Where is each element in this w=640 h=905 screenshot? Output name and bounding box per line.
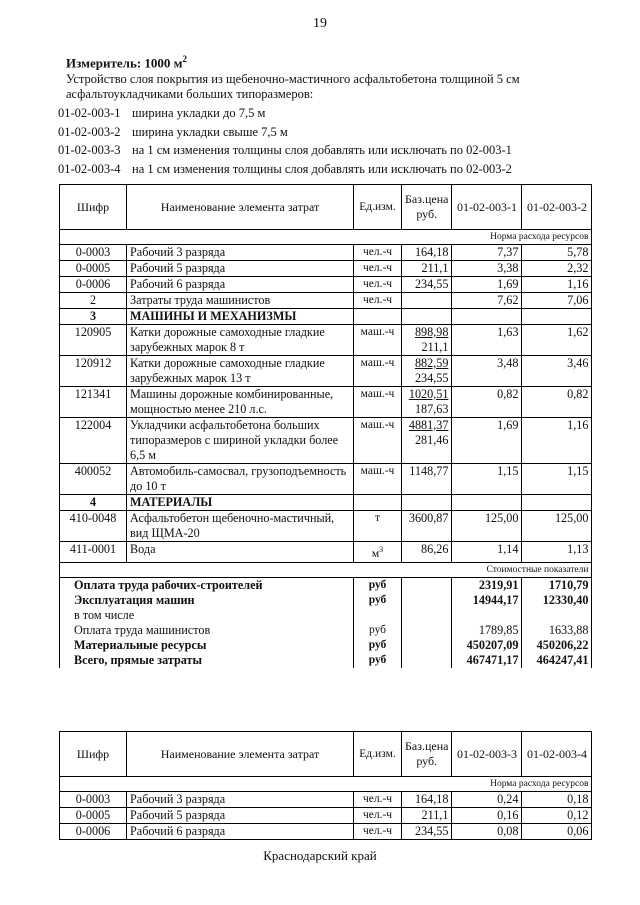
summary-value-2 xyxy=(522,608,592,623)
norm-label: Норма расхода ресурсов xyxy=(60,777,592,792)
cost-label-row xyxy=(60,562,592,577)
cell-name: МАШИНЫ И МЕХАНИЗМЫ xyxy=(127,309,354,325)
cell-value-1: 1,15 xyxy=(452,464,522,495)
region-footer: Краснодарский край xyxy=(263,848,377,863)
cell-shifr: 0-0003 xyxy=(60,245,127,261)
summary-unit xyxy=(354,608,402,623)
summary-price xyxy=(402,608,452,623)
meter-heading: Измеритель: 1000 $м^2$ xyxy=(66,54,188,71)
cell-shifr: 4 xyxy=(60,495,127,511)
header-price: Баз.цена руб. xyxy=(402,732,452,777)
header-price: Баз.цена руб. xyxy=(402,185,452,230)
table-row xyxy=(60,245,592,261)
cell-name: Укладчики асфальтобетона больших типоразмеров с шириной укладки более 6,5 м xyxy=(127,418,354,464)
cell-value-1 xyxy=(452,495,522,511)
summary-unit: руб xyxy=(354,577,402,593)
cell-shifr: 410-0048 xyxy=(60,511,127,542)
header-name: Наименование элемента затрат xyxy=(127,732,354,777)
cell-unit: чел.-ч xyxy=(354,808,402,824)
code-item: 01-02-003-4 на 1 см изменения толщины слоя добавлять или исключать по 02-003-2 xyxy=(58,161,512,176)
table-row xyxy=(60,418,592,464)
summary-value-1 xyxy=(452,608,522,623)
summary-value-2: 1710,79 xyxy=(522,577,592,593)
summary-value-2: 12330,40 xyxy=(522,593,592,608)
resource-table-1 xyxy=(59,184,592,668)
summary-unit: руб xyxy=(354,638,402,653)
cell-name: Машины дорожные комбинированные, мощностью менее 210 л.с. xyxy=(127,387,354,418)
cell-price: 1148,77 xyxy=(402,464,452,495)
table-row xyxy=(60,495,592,511)
cell-value-1: 3,38 xyxy=(452,261,522,277)
cell-shifr: 0-0005 xyxy=(60,808,127,824)
cell-price: 234,55 xyxy=(402,277,452,293)
cell-shifr: 411-0001 xyxy=(60,542,127,563)
cell-name: Асфальтобетон щебеночно-мастичный, вид ЩМА-20 xyxy=(127,511,354,542)
cell-name: Затраты труда машинистов xyxy=(127,293,354,309)
table-row xyxy=(60,808,592,824)
cell-price: 211,1 xyxy=(402,261,452,277)
norm-label-row xyxy=(60,230,592,245)
cell-value-1: 1,14 xyxy=(452,542,522,563)
cell-price: 3600,87 xyxy=(402,511,452,542)
cell-price: 86,26 xyxy=(402,542,452,563)
cell-price: 234,55 xyxy=(402,824,452,840)
cell-value-2: 1,16 xyxy=(522,277,592,293)
code-item: 01-02-003-1 ширина укладки до 7,5 м xyxy=(58,106,266,120)
cell-price: 898,98 211,1 xyxy=(402,325,452,356)
table-row xyxy=(60,356,592,387)
work-description: Устройство слоя покрытия из щебеночно-мастичного асфальтобетона толщиной 5 см асфальтоукладчиками больших типоразмеров: xyxy=(66,72,520,101)
cell-shifr: 0-0003 xyxy=(60,792,127,808)
code-item: 01-02-003-2 ширина укладки свыше 7,5 м xyxy=(58,124,288,139)
cell-value-1: 0,82 xyxy=(452,387,522,418)
page-number: 19 xyxy=(313,16,327,31)
norm-label: Норма расхода ресурсов xyxy=(60,230,592,245)
cell-unit: чел.-ч xyxy=(354,293,402,309)
summary-name: в том числе xyxy=(60,608,354,623)
summary-value-1: 467471,17 xyxy=(452,653,522,668)
cell-price xyxy=(402,495,452,511)
cell-unit xyxy=(354,495,402,511)
cell-value-2: 0,06 xyxy=(522,824,592,840)
cell-name: Автомобиль-самосвал, грузоподъемность до 10 т xyxy=(127,464,354,495)
cell-price: 211,1 xyxy=(402,808,452,824)
cell-shifr: 0-0006 xyxy=(60,824,127,840)
cell-value-1: 0,16 xyxy=(452,808,522,824)
cell-price xyxy=(402,293,452,309)
cell-price: 4881,37 281,46 xyxy=(402,418,452,464)
summary-price xyxy=(402,638,452,653)
header-col1: 01-02-003-1 xyxy=(452,185,522,230)
table-row xyxy=(60,293,592,309)
header-name: Наименование элемента затрат xyxy=(127,185,354,230)
cell-value-1: 7,62 xyxy=(452,293,522,309)
summary-row xyxy=(60,638,592,653)
table-header xyxy=(60,185,592,230)
cell-value-2: 0,18 xyxy=(522,792,592,808)
cell-value-1: 1,69 xyxy=(452,418,522,464)
summary-value-2: 1633,88 xyxy=(522,623,592,638)
cell-value-1: 0,08 xyxy=(452,824,522,840)
cell-value-1: 0,24 xyxy=(452,792,522,808)
header-col2: 01-02-003-4 xyxy=(522,732,592,777)
summary-row xyxy=(60,623,592,638)
table-row xyxy=(60,261,592,277)
header-unit: Ед.изм. xyxy=(354,185,402,230)
cell-shifr: 122004 xyxy=(60,418,127,464)
cell-name: Рабочий 3 разряда xyxy=(127,245,354,261)
cell-shifr: 120905 xyxy=(60,325,127,356)
cell-shifr: 120912 xyxy=(60,356,127,387)
cell-name: Рабочий 6 разряда xyxy=(127,277,354,293)
cell-unit: т xyxy=(354,511,402,542)
table-row xyxy=(60,309,592,325)
cell-price: 164,18 xyxy=(402,245,452,261)
table-header xyxy=(60,732,592,777)
cell-name: Рабочий 5 разряда xyxy=(127,808,354,824)
header-col2: 01-02-003-2 xyxy=(522,185,592,230)
table-row xyxy=(60,792,592,808)
summary-row xyxy=(60,608,592,623)
cost-label: Стоимостные показатели xyxy=(60,562,592,577)
cell-unit: чел.-ч xyxy=(354,824,402,840)
cell-unit: чел.-ч xyxy=(354,277,402,293)
cell-value-2: 0,82 xyxy=(522,387,592,418)
norm-label-row xyxy=(60,777,592,792)
table-row xyxy=(60,277,592,293)
cell-shifr: 400052 xyxy=(60,464,127,495)
cell-value-1: 3,48 xyxy=(452,356,522,387)
cell-unit: маш.-ч xyxy=(354,325,402,356)
cell-value-1 xyxy=(452,309,522,325)
summary-value-1: 14944,17 xyxy=(452,593,522,608)
cell-unit: маш.-ч xyxy=(354,464,402,495)
table-row xyxy=(60,464,592,495)
cell-unit: чел.-ч xyxy=(354,245,402,261)
cell-value-2: 5,78 xyxy=(522,245,592,261)
cell-value-2: 3,46 xyxy=(522,356,592,387)
cell-value-2: 1,16 xyxy=(522,418,592,464)
cell-unit: маш.-ч xyxy=(354,418,402,464)
summary-unit: руб xyxy=(354,623,402,638)
cell-unit: маш.-ч xyxy=(354,387,402,418)
summary-unit: руб xyxy=(354,593,402,608)
table-row xyxy=(60,511,592,542)
summary-name: Всего, прямые затраты xyxy=(60,653,354,668)
summary-value-1: 450207,09 xyxy=(452,638,522,653)
cell-name: МАТЕРИАЛЫ xyxy=(127,495,354,511)
cell-shifr: 0-0005 xyxy=(60,261,127,277)
cell-value-2: 1,13 xyxy=(522,542,592,563)
cell-shifr: 0-0006 xyxy=(60,277,127,293)
cell-value-2: 7,06 xyxy=(522,293,592,309)
summary-row xyxy=(60,577,592,593)
table-row xyxy=(60,824,592,840)
summary-price xyxy=(402,593,452,608)
summary-name: Оплата труда рабочих-строителей xyxy=(60,577,354,593)
cell-value-1: 7,37 xyxy=(452,245,522,261)
cell-name: Рабочий 3 разряда xyxy=(127,792,354,808)
cell-price: 164,18 xyxy=(402,792,452,808)
cell-unit xyxy=(354,309,402,325)
cell-price: 1020,51 187,63 xyxy=(402,387,452,418)
summary-value-2: 464247,41 xyxy=(522,653,592,668)
cell-unit: маш.-ч xyxy=(354,356,402,387)
cell-name: Рабочий 6 разряда xyxy=(127,824,354,840)
cell-value-1: 1,69 xyxy=(452,277,522,293)
summary-row xyxy=(60,593,592,608)
cell-name: Катки дорожные самоходные гладкие зарубежных марок 8 т xyxy=(127,325,354,356)
cell-price: 882,59 234,55 xyxy=(402,356,452,387)
cell-shifr: 3 xyxy=(60,309,127,325)
cell-price xyxy=(402,309,452,325)
header-shifr: Шифр xyxy=(60,185,127,230)
summary-price xyxy=(402,623,452,638)
cell-shifr: 2 xyxy=(60,293,127,309)
cell-name: Катки дорожные самоходные гладкие зарубежных марок 13 т xyxy=(127,356,354,387)
resource-table-2 xyxy=(59,731,592,840)
header-col1: 01-02-003-3 xyxy=(452,732,522,777)
cell-value-2: 1,62 xyxy=(522,325,592,356)
code-list xyxy=(58,104,512,178)
cell-unit: чел.-ч xyxy=(354,261,402,277)
summary-name: Материальные ресурсы xyxy=(60,638,354,653)
header-shifr: Шифр xyxy=(60,732,127,777)
cell-unit: $м^3$ xyxy=(354,542,402,563)
code-item: 01-02-003-3 на 1 см изменения толщины слоя добавлять или исключать по 02-003-1 xyxy=(58,143,512,157)
summary-name: Эксплуатация машин xyxy=(60,593,354,608)
summary-name: Оплата труда машинистов xyxy=(60,623,354,638)
summary-value-1: 2319,91 xyxy=(452,577,522,593)
cell-value-2: 125,00 xyxy=(522,511,592,542)
summary-price xyxy=(402,653,452,668)
cell-name: Рабочий 5 разряда xyxy=(127,261,354,277)
summary-value-1: 1789,85 xyxy=(452,623,522,638)
cell-value-2 xyxy=(522,495,592,511)
summary-price xyxy=(402,577,452,593)
summary-row xyxy=(60,653,592,668)
summary-value-2: 450206,22 xyxy=(522,638,592,653)
cell-name: Вода xyxy=(127,542,354,563)
cell-value-2: 1,15 xyxy=(522,464,592,495)
header-unit: Ед.изм. xyxy=(354,732,402,777)
cell-unit: чел.-ч xyxy=(354,792,402,808)
table-row xyxy=(60,387,592,418)
cell-value-1: 1,63 xyxy=(452,325,522,356)
summary-unit: руб xyxy=(354,653,402,668)
cell-value-2: 0,12 xyxy=(522,808,592,824)
cell-shifr: 121341 xyxy=(60,387,127,418)
table-row xyxy=(60,542,592,563)
cell-value-2: 2,32 xyxy=(522,261,592,277)
cell-value-1: 125,00 xyxy=(452,511,522,542)
cell-value-2 xyxy=(522,309,592,325)
table-row xyxy=(60,325,592,356)
